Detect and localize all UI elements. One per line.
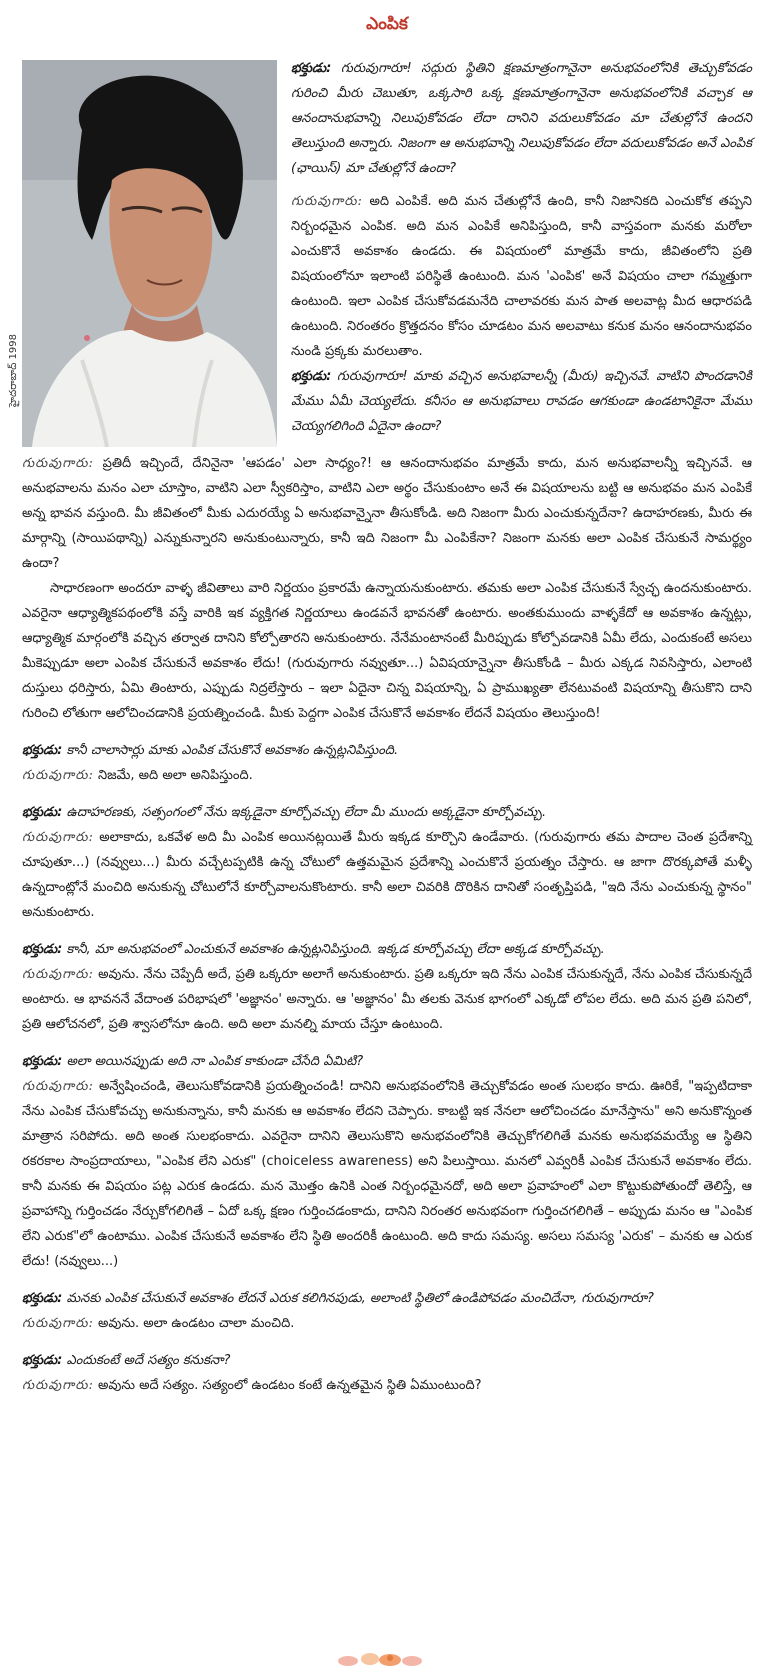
guru-answer [22, 763, 752, 788]
answer-text: అవును. నేను చెప్పేదీ అదే, ప్రతి ఒక్కరూ అలాగే అనుకుంటారు. ప్రతి ఒక్కరూ ఇది నేను ఎంపిక చేసుకున్నదే, నేను ఎంపిక చేసుకున్నదే అంటారు. ఆ భావననే వేదాంత పరిభాషలో 'అజ్ఞానం' అన్నారు. ఆ 'అజ్ఞానం' మీ తలకు వెనుక భాగంలో ఎక్కడో లోపల లేదు. అది మన ప్రతి పనిలో, ప్రతి ఆలోచనలో, ప్రతి శ్వాసలోనూ ఉంది. అది అలా మనల్ని మాయ చేస్తూ ఉంటుంది. [22, 967, 752, 1032]
guru-answer [22, 962, 752, 1037]
speaker-label: భక్తుడు: [22, 743, 63, 758]
speaker-label: గురువుగారు: [22, 1316, 94, 1331]
question-text: ఎందుకంటే అదే సత్యం కనుకనా? [66, 1353, 231, 1368]
photo-caption: హైదరాబాద్ 1998 [8, 333, 19, 407]
question-text: గురువుగారూ! సద్గురు స్థితిని క్షణమాత్రంగానైనా అనుభవంలోనికి తెచ్చుకోవడం గురించి మీరు చెబుతూ, ఒక్కసారి ఒక్క క్షణమాత్రంగానైనా అనుభవంలోనికి వచ్చాక ఆ ఆనందానుభవాన్ని నిలుపుకోవడం లేదా దానిని వదులుకోవడం మా చేతుల్లోనే ఉందని తెలుస్తుంది అన్నారు. నిజంగా ఆ అనుభవాన్ని నిలుపుకోవడం లేదా వదులుకోవడం అనే ఎంపిక (ఛాయిస్) మా చేతుల్లోనే ఉందా? [291, 61, 752, 176]
answer-text: అవును. అలా ఉండటం చాలా మంచిది. [97, 1316, 295, 1331]
speaker-label: భక్తుడు: [291, 369, 332, 384]
answer-text: అది ఎంపికే. అది మన చేతుల్లోనే ఉంది, కానీ నిజానికది ఎంచుకోక తప్పని నిర్బంధమైన ఎంపిక. అది మన ఎంపికే అనిపిస్తుంది, కానీ వాస్తవంగా మనకు మరోలా ఎంచుకొనే అవకాశం ఉండదు. ఈ విషయంలో మాత్రమే కాదు, జీవితంలోని ప్రతి విషయంలోనూ ఇలాంటి పరిస్థితే ఉంటుంది. మన 'ఎంపిక' అనే విషయం చాలా గమ్మత్తుగా ఉంటుంది. ఇలా ఎంపిక చేసుకోవడమనేది చాలావరకు మన పాత అలవాట్ల మీద ఆధారపడి ఉంటుంది. నిరంతరం క్రొత్తదనం కోసం చూడటం మన అలవాటు కనుక మనం ఆనందానుభవం నుండి ప్రక్కకు మరలుతాం. [291, 194, 752, 359]
speaker-label: భక్తుడు: [22, 1054, 63, 1069]
guru-answer [22, 451, 752, 576]
answer-text: అవును అదే సత్యం. సత్యంలో ఉండటం కంటే ఉన్నతమైన స్థితి ఏముంటుంది? [97, 1378, 482, 1393]
answer-text: అలాకాదు, ఒకవేళ అది మీ ఎంపిక అయినట్లయితే మీరు ఇక్కడ కూర్చొని ఉండేవారు. (గురువుగారు తమ పాదాల చెంత ప్రదేశాన్ని చూపుతూ...) (నవ్వులు...) మీరు వచ్చేటప్పటికి ఉన్న చోటులో ఉత్తమమైన ప్రదేశాన్ని ఎంచుకొనే ప్రయత్నం చేస్తారు. ఆ జాగా దొరక్కపోతే మళ్ళీ ఉన్నదాంట్లోనే మంచిది అనుకున్న చోటులోనే కూర్చోవాలనుకొంటారు. కానీ అలా చివరికి దొరికిన దానితో సంతృప్తిపడి, "ఇది నేను ఎంచుకున్న స్థానం" అనుకుంటారు. [22, 830, 752, 920]
portrait-photo [22, 60, 277, 447]
speaker-label: గురువుగారు: [22, 456, 94, 471]
guru-answer [22, 1373, 752, 1398]
guru-answer [22, 825, 752, 925]
speaker-label: గురువుగారు: [22, 1378, 94, 1393]
speaker-label: భక్తుడు: [22, 1353, 63, 1368]
devotee-question [22, 738, 752, 763]
answer-text: ప్రతిదీ ఇచ్చిందే, దేనినైనా 'ఆపడం' ఎలా సాధ్యం?! ఆ ఆనందానుభవం మాత్రమే కాదు, మన అనుభవాలన్నీ ఇచ్చినవే. ఆ అనుభవాలను మనం ఎలా చూస్తాం, వాటిని ఎలా స్వీకరిస్తాం, వాటిని ఎలా అర్థం చేసుకుంటాం అనే ఈ విషయాలను బట్టి ఆ అనుభవం మన ఎంపికే అన్న భావన వస్తుంది. మీ జీవితంలో మీకు ఎదురయ్యే ఏ అనుభవాన్నైనా తీసుకోండి. అది నిజంగా మీరు ఎంచుకున్నదేనా? ఉదాహరణకు, మీరు ఈ మార్గాన్ని (సాయిపథాన్ని) ఎన్నుకున్నారని అనుకుంటున్నారు, కానీ ఇది నిజంగా మీ ఎంపికేనా? నిజంగా మనకు అలా ఎంపిక చేసుకునే సామర్థ్యం ఉందా? [22, 456, 753, 571]
devotee-question [22, 1049, 752, 1074]
question-text: అలా అయినప్పుడు అది నా ఎంపిక కాకుండా చేసేది ఏమిటి? [66, 1054, 364, 1069]
guru-answer [22, 1074, 752, 1274]
speaker-label: గురువుగారు: [22, 768, 94, 783]
speaker-label: గురువుగారు: [22, 967, 94, 982]
answer-text: నిజమే, అది అలా అనిపిస్తుంది. [97, 768, 253, 783]
answer-paragraph: సాధారణంగా అందరూ వాళ్ళ జీవితాలు వారి నిర్ణయం ప్రకారమే ఉన్నాయనుకుంటారు. తమకు అలా ఎంపిక చేసుకునే స్వేచ్ఛ ఉందనుకుంటారు. ఎవరైనా ఆధ్యాత్మికపథంలోకి వస్తే వారికి ఇక వ్యక్తిగత నిర్ణయాలు ఉండవనే భావనతో ఉంటారు. అంతకుముందు వాళ్ళకేదో ఆ అవకాశం ఉన్నట్లు, ఆధ్యాత్మిక మార్గంలోకి వచ్చిన తర్వాత దానిని కోల్పోతారని అనుకుంటారు. నేనేమంటానంటే మీరిప్పుడు కోల్పోవడానికి ఏమీ లేదు, ఎందుకంటే అసలు మీకెప్పుడూ అలా ఎంపిక చేసుకునే అవకాశం లేదు! (గురువుగారు నవ్వుతూ...) ఏవిషయాన్నైనా తీసుకోండి – మీరు ఎక్కడ నివసిస్తారు, ఎలాంటి దుస్తులు ధరిస్తారు, ఏమి తింటారు, ఎప్పుడు నిద్రలేస్తారు – ఇలా ఏదైనా చిన్న విషయాన్ని, ఏ ప్రాముఖ్యతా లేనటువంటి విషయాన్ని తీసుకొని దాని గురించి లోతుగా ఆలోచించడానికి ప్రయత్నించండి. మీకు పెద్దగా ఎంపిక చేసుకొనే అవకాశం లేదనే విషయం తెలుస్తుంది! [22, 581, 752, 721]
photo-block [8, 60, 277, 447]
speaker-label: గురువుగారు: [22, 1079, 94, 1094]
question-text: గురువుగారూ! మాకు వచ్చిన అనుభవాలన్నీ (మీరు) ఇచ్చినవే. వాటిని పొందడానికి మేము ఏమీ చెయ్యలేదు. కనీసం ఆ అనుభవాలు రావడం ఆగకుండా ఉండటానికైనా మేము చెయ్యగలిగింది ఏదైనా ఉందా? [291, 369, 752, 434]
speaker-label: గురువుగారు: [291, 194, 363, 209]
speaker-label: గురువుగారు: [22, 830, 94, 845]
speaker-label: భక్తుడు: [291, 61, 332, 76]
devotee-question [22, 1348, 752, 1373]
article [8, 0, 753, 1398]
devotee-question [22, 1286, 752, 1311]
devotee-question [22, 937, 752, 962]
flower-ornament-icon [330, 1648, 430, 1670]
speaker-label: భక్తుడు: [22, 942, 63, 957]
speaker-label: భక్తుడు: [22, 1291, 63, 1306]
question-text: మనకు ఎంపిక చేసుకునే అవకాశం లేదనే ఎరుక కలిగినపుడు, అలాంటి స్థితిలో ఉండిపోవడం మంచిదేనా, గురువుగారూ? [66, 1291, 654, 1306]
portrait-icon [22, 60, 277, 447]
devotee-question [22, 800, 752, 825]
question-text: కానీ చాలాసార్లు మాకు ఎంపిక చేసుకొనే అవకాశం ఉన్నట్లనిపిస్తుంది. [66, 743, 399, 758]
answer-text: అన్వేషించండి, తెలుసుకోవడానికి ప్రయత్నించండి! దానిని అనుభవంలోనికి తెచ్చుకోవడం అంత సులభం కాదు. ఊరికే, "ఇప్పటిదాకా నేను ఎంపిక చేసుకోవచ్చు అనుకున్నాను, కానీ మనకు ఆ అవకాశం లేదని చెప్పారు. కాబట్టి ఇక నేనలా ఆలోచించడం మానేస్తాను" అని అనుకొన్నంత మాత్రాన సరిపోదు. అది అంత సులభంకాదు. ఎవరైనా దానిని తెలుసుకొని అనుభవంలోనికి తెచ్చుకోగలిగితే మనకు అనుభవమయ్యే ఆ స్థితిని రకరకాల సాంప్రదాయాలు, "ఎంపిక లేని ఎరుక" (choiceless awareness) అని పిలుస్తాయి. మనలో ఎవ్వరికీ ఎంపిక చేసుకునే అవకాశం లేదు. కానీ మనకు ఈ విషయం పట్ల ఎరుక ఉండదు. మన మొత్తం ఉనికి ఎంత నిర్బంధమైనదో, అది అలా ప్రవాహంలో ఎలా కొట్టుకుపోతుందో తెలిస్తే, ఆ ప్రవాహాన్ని గుర్తించడం నేర్చుకోగలిగితే – ఏదో ఒక్క క్షణం గుర్తించడంకాదు, దానిని నిరంతర అనుభవంగా గుర్తించగలిగితే – అప్పుడు మనం ఆ "ఎంపిక లేని ఎరుక"లో ఉంటాము. ఎంపిక చేసుకునే అవకాశం లేని స్థితి అందరికీ ఉంటుంది. అది కాదు సమస్య. అసలు సమస్య 'ఎరుక' – మనకు ఆ ఎరుక లేదు! (నవ్వులు...) [22, 1079, 752, 1269]
speaker-label: భక్తుడు: [22, 805, 63, 820]
page-title: ఎంపిక [366, 14, 408, 34]
question-text: ఉదాహరణకు, సత్సంగంలో నేను ఇక్కడైనా కూర్చోవచ్చు లేదా మీ ముందు అక్కడైనా కూర్చోవచ్చు. [66, 805, 547, 820]
guru-answer [22, 1311, 752, 1336]
question-text: కానీ, మా అనుభవంలో ఎంచుకునే అవకాశం ఉన్నట్లనిపిస్తుంది. ఇక్కడ కూర్చోవచ్చు లేదా అక్కడ కూర్చోవచ్చు. [66, 942, 605, 957]
